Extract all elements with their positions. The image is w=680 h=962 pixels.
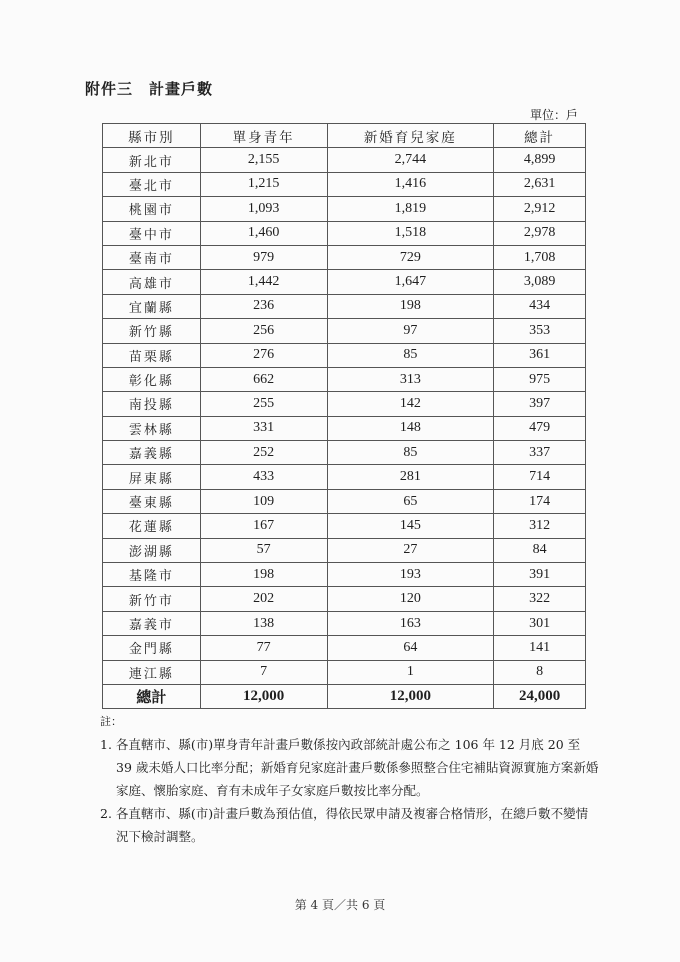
newlywed-family-count: 85: [327, 343, 494, 367]
household-table: [102, 123, 586, 709]
total-count: 337: [494, 441, 586, 465]
single-youth-count: 256: [200, 319, 327, 343]
header-county: 縣市別: [103, 124, 201, 148]
title-prefix: 附件三: [85, 80, 134, 98]
note-item: 2. 各直轄市、縣(市)計畫戶數為預估值，得依民眾申請及複審合格情形，在總戶數不變情況下檢討調整。: [100, 806, 589, 844]
total-count: 141: [494, 636, 586, 660]
notes-label: 註：: [100, 715, 122, 728]
notes-section: [100, 710, 600, 848]
county-name: 新竹縣: [103, 319, 201, 343]
county-name: 新北市: [103, 148, 201, 172]
table-row: [103, 221, 586, 245]
county-name: 宜蘭縣: [103, 294, 201, 318]
county-name: 金門縣: [103, 636, 201, 660]
total-newlywed-family: 12,000: [327, 684, 494, 708]
table-row: [103, 514, 586, 538]
total-count: 2,631: [494, 172, 586, 196]
county-name: 屏東縣: [103, 465, 201, 489]
table-row: [103, 148, 586, 172]
total-all: 24,000: [494, 684, 586, 708]
table-row: [103, 294, 586, 318]
total-count: 1,708: [494, 245, 586, 269]
table-row: [103, 563, 586, 587]
county-name: 臺中市: [103, 221, 201, 245]
county-name: 雲林縣: [103, 416, 201, 440]
table-row: [103, 270, 586, 294]
newlywed-family-count: 198: [327, 294, 494, 318]
newlywed-family-count: 27: [327, 538, 494, 562]
total-count: 322: [494, 587, 586, 611]
table-header-row: [103, 124, 586, 148]
single-youth-count: 1,460: [200, 221, 327, 245]
single-youth-count: 662: [200, 367, 327, 391]
single-youth-count: 57: [200, 538, 327, 562]
newlywed-family-count: 163: [327, 611, 494, 635]
newlywed-family-count: 281: [327, 465, 494, 489]
county-name: 連江縣: [103, 660, 201, 684]
table-row: [103, 319, 586, 343]
total-count: 361: [494, 343, 586, 367]
single-youth-count: 1,442: [200, 270, 327, 294]
header-newlywed-family: 新婚育兒家庭: [327, 124, 494, 148]
newlywed-family-count: 97: [327, 319, 494, 343]
newlywed-family-count: 145: [327, 514, 494, 538]
total-count: 397: [494, 392, 586, 416]
total-single-youth: 12,000: [200, 684, 327, 708]
county-name: 新竹市: [103, 587, 201, 611]
total-count: 434: [494, 294, 586, 318]
table-row: [103, 587, 586, 611]
newlywed-family-count: 142: [327, 392, 494, 416]
table-row: [103, 611, 586, 635]
county-name: 桃園市: [103, 197, 201, 221]
county-name: 高雄市: [103, 270, 201, 294]
total-count: 479: [494, 416, 586, 440]
total-count: 301: [494, 611, 586, 635]
county-name: 臺東縣: [103, 489, 201, 513]
total-count: 4,899: [494, 148, 586, 172]
table-row: [103, 636, 586, 660]
single-youth-count: 979: [200, 245, 327, 269]
county-name: 澎湖縣: [103, 538, 201, 562]
single-youth-count: 198: [200, 563, 327, 587]
newlywed-family-count: 1,819: [327, 197, 494, 221]
total-count: 353: [494, 319, 586, 343]
county-name: 臺北市: [103, 172, 201, 196]
table-row: [103, 197, 586, 221]
total-count: 2,978: [494, 221, 586, 245]
table-row: [103, 465, 586, 489]
total-count: 2,912: [494, 197, 586, 221]
total-count: 3,089: [494, 270, 586, 294]
single-youth-count: 1,215: [200, 172, 327, 196]
total-count: 84: [494, 538, 586, 562]
table-row: [103, 441, 586, 465]
total-count: 312: [494, 514, 586, 538]
total-label: 總計: [103, 684, 201, 708]
table-row: [103, 245, 586, 269]
newlywed-family-count: 729: [327, 245, 494, 269]
total-count: 975: [494, 367, 586, 391]
single-youth-count: 2,155: [200, 148, 327, 172]
single-youth-count: 77: [200, 636, 327, 660]
unit-label: 單位：戶: [530, 108, 579, 122]
table-row: [103, 343, 586, 367]
total-count: 8: [494, 660, 586, 684]
newlywed-family-count: 85: [327, 441, 494, 465]
newlywed-family-count: 120: [327, 587, 494, 611]
total-count: 174: [494, 489, 586, 513]
table-total-row: [103, 684, 586, 708]
total-count: 391: [494, 563, 586, 587]
county-name: 基隆市: [103, 563, 201, 587]
header-single-youth: 單身青年: [200, 124, 327, 148]
county-name: 嘉義縣: [103, 441, 201, 465]
single-youth-count: 1,093: [200, 197, 327, 221]
newlywed-family-count: 1,518: [327, 221, 494, 245]
header-total: 總計: [494, 124, 586, 148]
single-youth-count: 255: [200, 392, 327, 416]
newlywed-family-count: 64: [327, 636, 494, 660]
table-row: [103, 416, 586, 440]
single-youth-count: 433: [200, 465, 327, 489]
county-name: 苗栗縣: [103, 343, 201, 367]
county-name: 彰化縣: [103, 367, 201, 391]
single-youth-count: 252: [200, 441, 327, 465]
table-row: [103, 172, 586, 196]
page-title: [85, 78, 213, 99]
table-row: [103, 392, 586, 416]
county-name: 花蓮縣: [103, 514, 201, 538]
county-name: 臺南市: [103, 245, 201, 269]
newlywed-family-count: 1,647: [327, 270, 494, 294]
single-youth-count: 138: [200, 611, 327, 635]
single-youth-count: 276: [200, 343, 327, 367]
newlywed-family-count: 65: [327, 489, 494, 513]
table-row: [103, 367, 586, 391]
single-youth-count: 331: [200, 416, 327, 440]
newlywed-family-count: 1: [327, 660, 494, 684]
single-youth-count: 7: [200, 660, 327, 684]
note-item: 1. 各直轄市、縣(市)單身青年計畫戶數係按內政部統計處公布之 106 年 12 月底 20 至 39 歲未婚人口比率分配；新婚育兒家庭計畫戶數係參照整合住宅補貼資源實施方案新婚家庭、懷胎家庭、育有未成年子女家庭戶數按比率分配。: [100, 737, 599, 798]
single-youth-count: 109: [200, 489, 327, 513]
newlywed-family-count: 1,416: [327, 172, 494, 196]
county-name: 南投縣: [103, 392, 201, 416]
title-text: 計畫戶數: [149, 80, 214, 98]
single-youth-count: 167: [200, 514, 327, 538]
newlywed-family-count: 313: [327, 367, 494, 391]
table-row: [103, 489, 586, 513]
newlywed-family-count: 148: [327, 416, 494, 440]
table-row: [103, 538, 586, 562]
newlywed-family-count: 2,744: [327, 148, 494, 172]
single-youth-count: 202: [200, 587, 327, 611]
table-row: [103, 660, 586, 684]
total-count: 714: [494, 465, 586, 489]
newlywed-family-count: 193: [327, 563, 494, 587]
page-number: 第 4 頁／共 6 頁: [294, 898, 386, 912]
single-youth-count: 236: [200, 294, 327, 318]
county-name: 嘉義市: [103, 611, 201, 635]
